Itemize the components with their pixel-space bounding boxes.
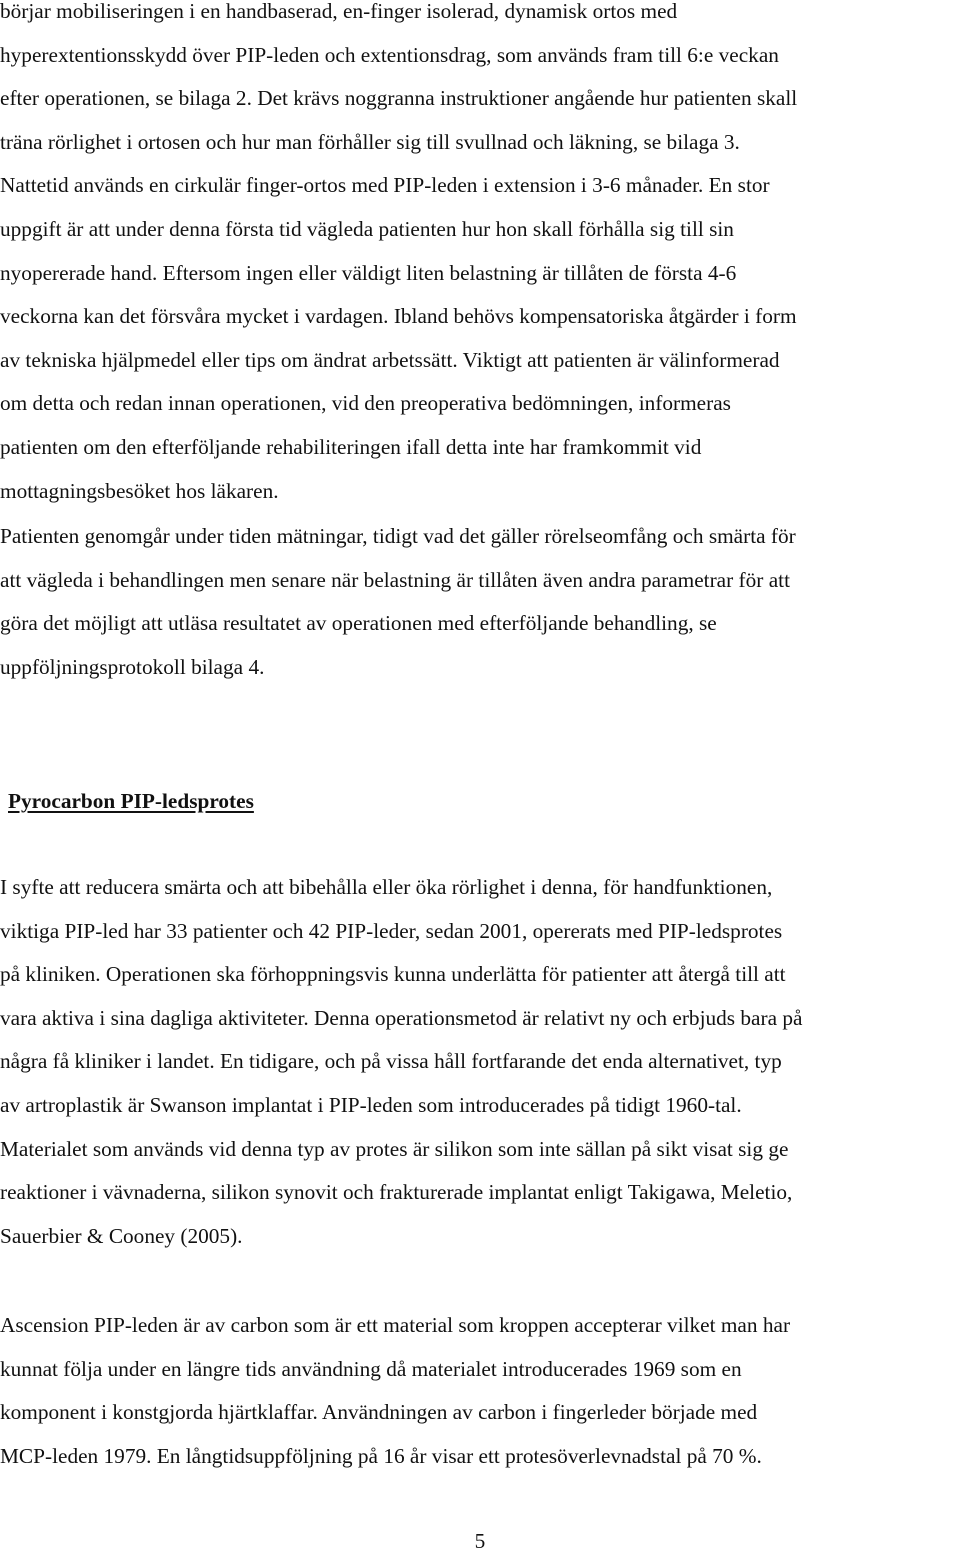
section-heading: Pyrocarbon PIP-ledsprotes — [8, 789, 254, 813]
text-line: Nattetid används en cirkulär finger-ortos med PIP-leden i extension i 3-6 månader. En stor — [0, 173, 770, 198]
text-line: I syfte att reducera smärta och att bibehålla eller öka rörlighet i denna, för handfunktionen, — [0, 875, 773, 899]
text-line: uppgift är att under denna första tid vägleda patienten hur hon skall förhålla sig till sin — [0, 216, 734, 241]
text-line: efter operationen, se bilaga 2. Det krävs noggranna instruktioner angående hur patienten skall — [0, 86, 798, 111]
text-line: MCP-leden 1979. En långtidsuppföljning på 16 år visar ett protesöverlevnadstal på 70 %. — [0, 1443, 762, 1468]
text-line: viktiga PIP-led har 33 patienter och 42 PIP-leder, sedan 2001, opererats med PIP-ledsprotes — [0, 918, 783, 943]
text-line: Materialet som används vid denna typ av protes är silikon som inte sällan på sikt visat sig ge — [0, 1136, 789, 1161]
paragraph-ascension-carbon — [0, 1304, 960, 1478]
text-line: kunnat följa under en längre tids användning då materialet introducerades 1969 som en — [0, 1356, 742, 1381]
text-line: träna rörlighet i ortosen och hur man förhåller sig till svullnad och läkning, se bilaga 3. — [0, 129, 740, 154]
text-line: börjar mobiliseringen i en handbaserad, en-finger isolerad, dynamisk ortos med — [0, 0, 678, 23]
text-line: komponent i konstgjorda hjärtklaffar. Användningen av carbon i fingerleder började med — [0, 1400, 758, 1425]
text-line: patienten om den efterföljande rehabiliteringen ifall detta inte har framkommit vid — [0, 434, 702, 459]
text-line: uppföljningsprotokoll bilaga 4. — [0, 654, 265, 679]
text-line: Sauerbier & Cooney (2005). — [0, 1223, 243, 1248]
text-line: Patienten genomgår under tiden mätningar, tidigt vad det gäller rörelseomfång och smärta för — [0, 524, 796, 548]
text-line: nyopererade hand. Eftersom ingen eller väldigt liten belastning är tillåten de första 4-6 — [0, 260, 737, 285]
text-line: veckorna kan det försvåra mycket i vardagen. Ibland behövs kompensatoriska åtgärder i form — [0, 304, 797, 329]
text-line: vara aktiva i sina dagliga aktiviteter. Denna operationsmetod är relativt ny och erbjuds bara på — [0, 1005, 803, 1030]
text-line: hyperextentionsskydd över PIP-leden och extentionsdrag, som används fram till 6:e veckan — [0, 42, 779, 67]
text-line: om detta och redan innan operationen, vid den preoperativa bedömningen, informeras — [0, 391, 731, 416]
text-line: mottagningsbesöket hos läkaren. — [0, 478, 279, 503]
text-line: göra det möjligt att utläsa resultatet av operationen med efterföljande behandling, se — [0, 611, 717, 636]
paragraph-pip-prosthesis — [0, 866, 960, 1258]
text-line: några få kliniker i landet. En tidigare, och på vissa håll fortfarande det enda alternativet, typ — [0, 1049, 782, 1074]
text-line: av tekniska hjälpmedel eller tips om ändrat arbetssätt. Viktigt att patienten är välinformerad — [0, 347, 780, 372]
page-number: 5 — [474, 1529, 486, 1553]
text-line: av artroplastik är Swanson implantat i PIP-leden som introducerades på tidigt 1960-tal. — [0, 1092, 742, 1117]
text-line: Ascension PIP-leden är av carbon som är ett material som kroppen accepterar vilket man har — [0, 1313, 791, 1337]
paragraph-postoperative-orthosis — [0, 0, 960, 513]
text-line: reaktioner i vävnaderna, silikon synovit och frakturerade implantat enligt Takigawa, Meletio, — [0, 1180, 793, 1205]
text-line: att vägleda i behandlingen men senare när belastning är tillåten även andra parametrar för att — [0, 567, 790, 592]
text-line: på kliniken. Operationen ska förhoppningsvis kunna underlätta för patienter att återgå till att — [0, 962, 786, 987]
paragraph-measurements — [0, 515, 960, 689]
